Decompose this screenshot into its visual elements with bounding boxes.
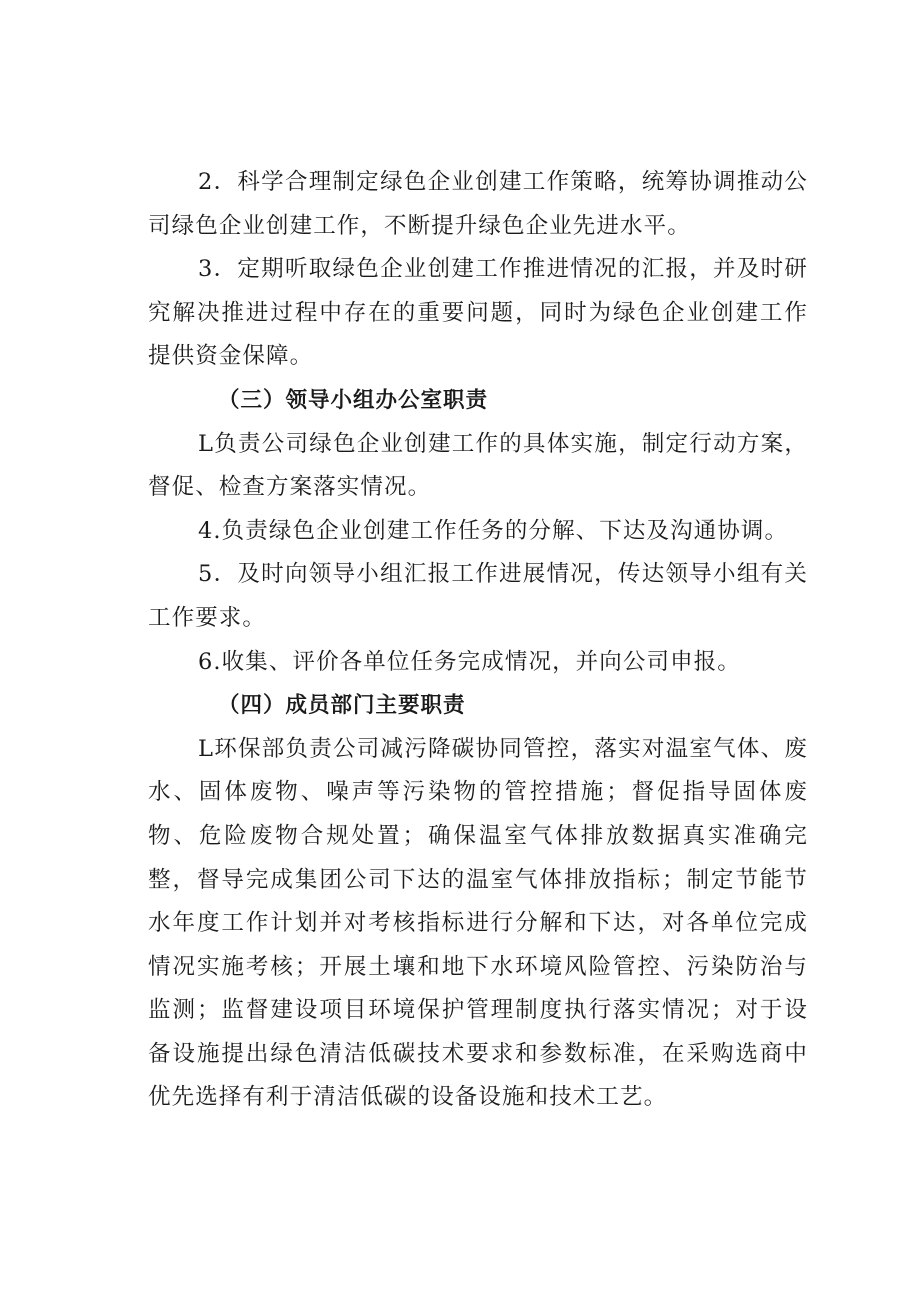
paragraph-item-2: 2．科学合理制定绿色企业创建工作策略，统筹协调推动公司绿色企业创建工作，不断提升绿色企业先进水平。 xyxy=(148,169,808,239)
paragraph-office-item-5: 5．及时向领导小组汇报工作进展情况，传达领导小组有关工作要求。 xyxy=(148,561,808,631)
section-heading-member-duties: （四）成员部门主要职责 xyxy=(218,693,466,719)
paragraph-member-item-1: L环保部负责公司减污降碳协同管控，落实对温室气体、废水、固体废物、噪声等污染物的管控措施；督促指导固体废物、危险废物合规处置；确保温室气体排放数据真实准确完整，督导完成集团公司下达的温室气体排放指标；制定节能节水年度工作计划并对考核指标进行分解和下达，对各单位完成情况实施考核；开展土壤和地下水环境风险管控、污染防治与监测；监督建设项目环境保护管理制度执行落实情况；对于设备设施提出绿色清洁低碳技术要求和参数标准，在采购选商中优先选择有利于清洁低碳的设备设施和技术工艺。 xyxy=(148,735,808,1111)
paragraph-item-3: 3．定期听取绿色企业创建工作推进情况的汇报，并及时研究解决推进过程中存在的重要问题，同时为绿色企业创建工作提供资金保障。 xyxy=(148,256,808,370)
document-body xyxy=(148,161,808,1120)
paragraph-office-item-1: L负责公司绿色企业创建工作的具体实施，制定行动方案，督促、检查方案落实情况。 xyxy=(148,430,808,501)
paragraph-office-item-6: 6.收集、评价各单位任务完成情况，并向公司申报。 xyxy=(198,648,741,675)
section-heading-office-duties: （三）领导小组办公室职责 xyxy=(218,387,489,413)
paragraph-office-item-4: 4.负责绿色企业创建工作任务的分解、下达及沟通协调。 xyxy=(198,517,789,544)
